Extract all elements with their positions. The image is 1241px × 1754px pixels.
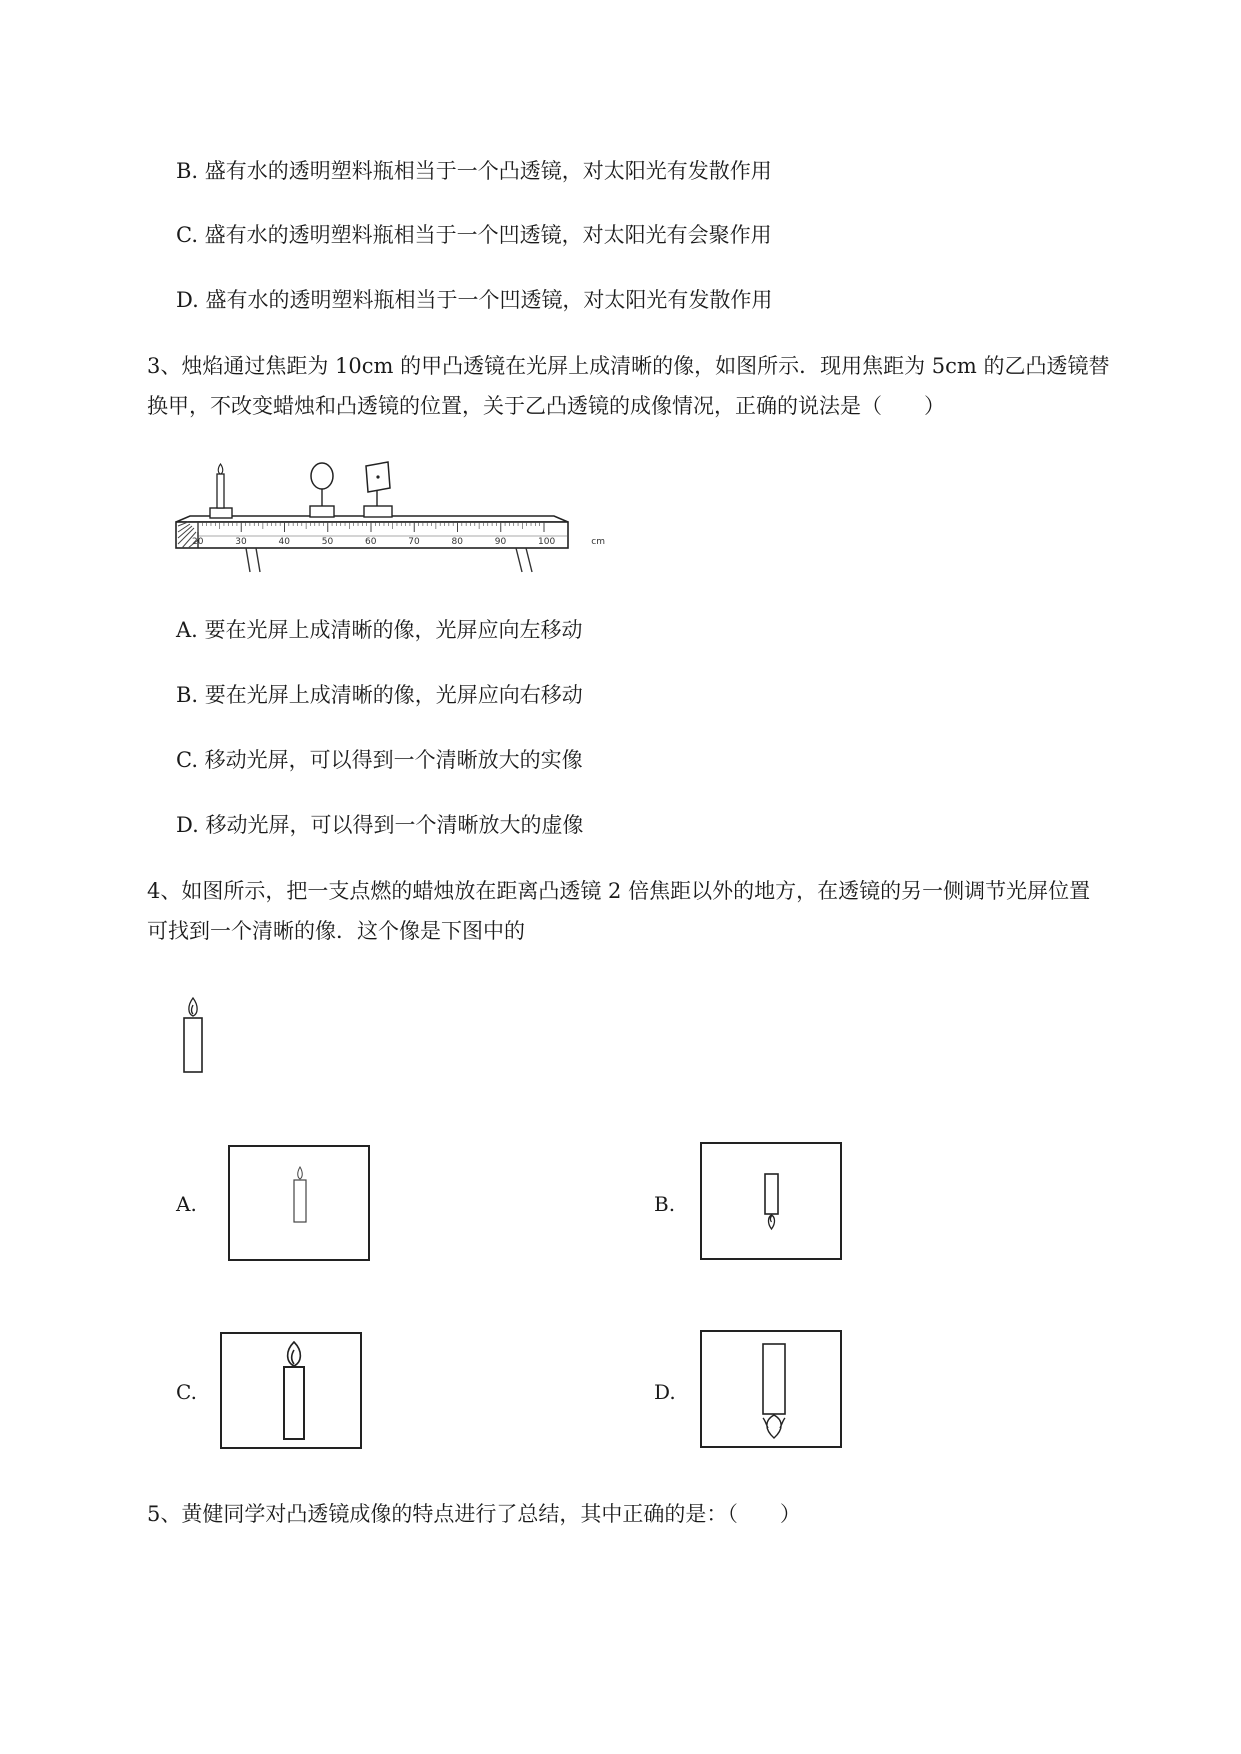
ruler-tick-label: 90 bbox=[494, 537, 507, 547]
bench-lens bbox=[310, 463, 334, 517]
q3-stem-line1: 3、烛焰通过焦距为 10cm 的甲凸透镜在光屏上成清晰的像，如图所示．现用焦距为 5cm 的乙凸透镜替 bbox=[147, 354, 1110, 378]
candle-holder bbox=[210, 508, 232, 518]
optical-bench-figure bbox=[176, 460, 605, 575]
q5-stem-line1: 5、黄健同学对凸透镜成像的特点进行了总结，其中正确的是：（ ） bbox=[147, 1502, 801, 1526]
q3-stem-line2: 换甲，不改变蜡烛和凸透镜的位置，关于乙凸透镜的成像情况，正确的说法是（ ） bbox=[147, 394, 945, 418]
q4-option-b-candle bbox=[702, 1144, 840, 1258]
q4-option-c-box bbox=[220, 1332, 362, 1449]
ruler-tick-label: 60 bbox=[365, 537, 377, 547]
q4-option-a-label: A. bbox=[176, 1192, 197, 1216]
flame-icon bbox=[298, 1167, 303, 1179]
q4-stem-line2: 可找到一个清晰的像．这个像是下图中的 bbox=[147, 919, 525, 943]
q4-stem-line1: 4、如图所示，把一支点燃的蜡烛放在距离凸透镜 2 倍焦距以外的地方，在透镜的另一侧调节光屏位置 bbox=[147, 879, 1091, 903]
bench-screen bbox=[364, 462, 392, 517]
q2-option-b: B. 盛有水的透明塑料瓶相当于一个凸透镜，对太阳光有发散作用 bbox=[176, 159, 772, 183]
bench-candle-flame-icon bbox=[218, 464, 223, 474]
q3-option-b: B. 要在光屏上成清晰的像，光屏应向右移动 bbox=[176, 683, 583, 707]
q4-option-d-box bbox=[700, 1330, 842, 1448]
ruler-tick-label: 40 bbox=[278, 537, 290, 547]
flame-icon bbox=[763, 1415, 785, 1438]
q4-option-b-box bbox=[700, 1142, 842, 1260]
ruler-tick-label: 70 bbox=[408, 537, 420, 547]
q2-option-d: D. 盛有水的透明塑料瓶相当于一个凹透镜，对太阳光有发散作用 bbox=[176, 288, 773, 312]
q4-option-b-label: B. bbox=[654, 1192, 676, 1216]
ruler-tick-label: 100 bbox=[538, 537, 556, 547]
bench-candle bbox=[217, 474, 224, 508]
q4-option-a-candle bbox=[230, 1147, 368, 1259]
ruler-tick-label: cm bbox=[591, 537, 605, 547]
flame-icon bbox=[288, 1342, 301, 1366]
q4-option-c-label: C. bbox=[176, 1380, 197, 1404]
q3-option-c: C. 移动光屏，可以得到一个清晰放大的实像 bbox=[176, 748, 583, 772]
q4-option-d-label: D. bbox=[654, 1380, 676, 1404]
ruler-tick-label: 80 bbox=[451, 537, 463, 547]
flame-icon bbox=[768, 1215, 774, 1229]
object-candle-flame-icon bbox=[189, 998, 197, 1016]
object-candle bbox=[178, 996, 208, 1076]
q4-option-d-candle bbox=[702, 1332, 840, 1446]
ruler-tick-label: 20 bbox=[192, 537, 204, 547]
q2-option-c: C. 盛有水的透明塑料瓶相当于一个凹透镜，对太阳光有会聚作用 bbox=[176, 223, 772, 247]
q3-option-d: D. 移动光屏，可以得到一个清晰放大的虚像 bbox=[176, 813, 584, 837]
ruler-tick-label: 30 bbox=[235, 537, 247, 547]
ruler-tick-label: 50 bbox=[321, 537, 334, 547]
q4-option-a-box bbox=[228, 1145, 370, 1261]
q4-option-c-candle bbox=[222, 1334, 360, 1447]
q3-option-a: A. 要在光屏上成清晰的像，光屏应向左移动 bbox=[176, 618, 583, 642]
